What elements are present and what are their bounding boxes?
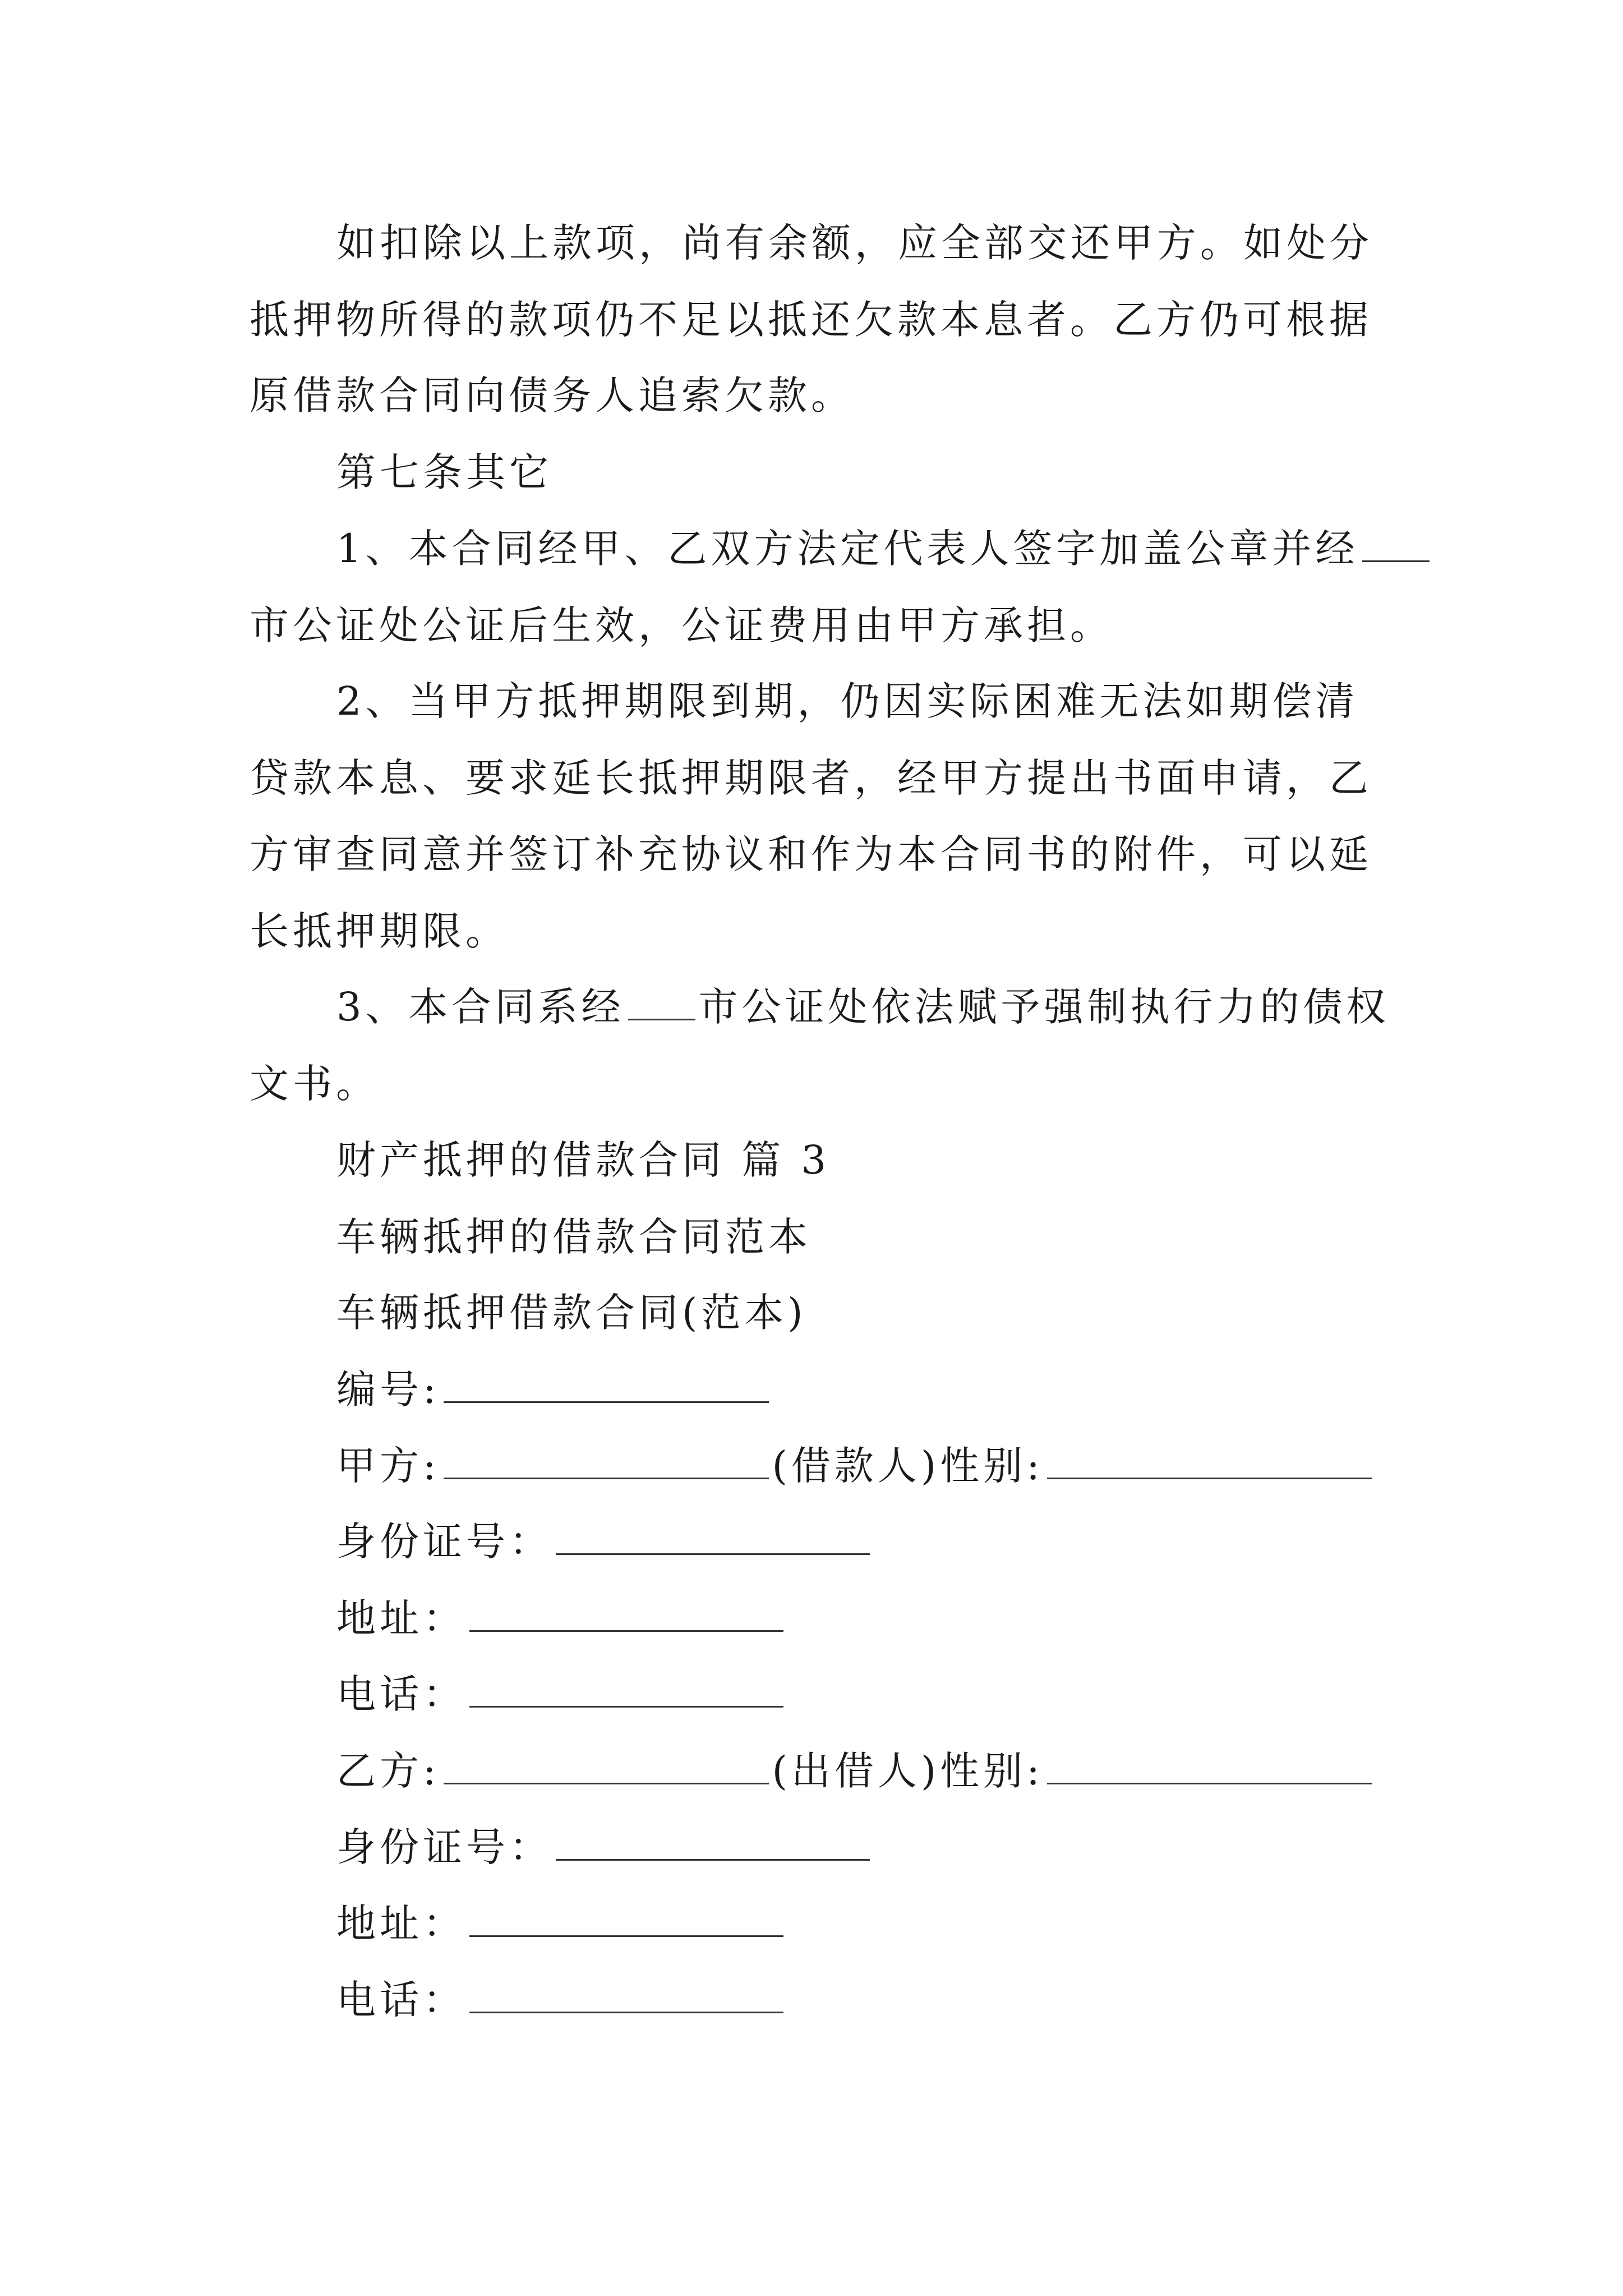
text: 车辆抵押的借款合同范本: [336, 1214, 811, 1260]
text: 如扣除以上款项，尚有余额，应全部交还甲方。如处分: [336, 220, 1373, 266]
text: 2、当甲方抵押期限到期，仍因实际困难无法如期偿清: [336, 678, 1359, 724]
form-row-phone-a: [336, 1666, 1385, 1722]
label: 电话：: [336, 1977, 466, 2023]
paragraph-line: [336, 215, 1385, 271]
text: 原借款合同向债务人追索欠款。: [250, 372, 854, 418]
label: 身份证号：: [336, 1824, 552, 1870]
phone-blank-b: [469, 1977, 783, 2013]
fill-blank: [628, 984, 695, 1020]
form-row-party-a: [336, 1438, 1385, 1494]
address-blank-b: [469, 1901, 783, 1937]
text: 长抵押期限。: [250, 908, 509, 954]
form-row-phone-b: [336, 1972, 1385, 2028]
article-heading: [336, 444, 1385, 500]
text: 3、本合同系经: [336, 984, 625, 1030]
label: (借款人)性别:: [772, 1443, 1044, 1489]
text: 1、本合同经甲、乙双方法定代表人签字加盖公章并经: [336, 526, 1359, 572]
text: 抵押物所得的款项仍不足以抵还欠款本息者。乙方仍可根据: [250, 297, 1372, 343]
sub-title: [336, 1285, 1385, 1341]
address-blank-a: [469, 1595, 783, 1632]
form-row-address-a: [336, 1590, 1385, 1646]
paragraph-line: [250, 597, 1385, 654]
label: 编号:: [336, 1366, 440, 1412]
id-blank-b: [556, 1824, 870, 1861]
paragraph-line: [250, 750, 1385, 806]
form-row-id-a: [336, 1513, 1385, 1570]
label: (出借人)性别:: [772, 1748, 1044, 1794]
text: 市公证处依法赋予强制执行力的债权: [698, 984, 1390, 1030]
text: 文书。: [250, 1061, 379, 1107]
paragraph-line: [250, 367, 1385, 424]
label: 身份证号：: [336, 1519, 552, 1565]
paragraph-line: [250, 826, 1385, 882]
form-row-number: [336, 1361, 1385, 1418]
fill-blank: [1362, 526, 1430, 562]
form-row-id-b: [336, 1819, 1385, 1875]
text: 方审查同意并签订补充协议和作为本合同书的附件，可以延: [250, 831, 1372, 877]
paragraph-line: [336, 521, 1385, 577]
form-row-party-b: [336, 1743, 1385, 1799]
id-blank-a: [556, 1519, 870, 1555]
paragraph-line: [336, 979, 1390, 1035]
sub-title: [336, 1209, 1385, 1265]
paragraph-line: [250, 1056, 1385, 1112]
party-b-name-blank: [444, 1748, 769, 1784]
label: 地址：: [336, 1901, 466, 1947]
number-blank: [444, 1366, 769, 1403]
party-a-gender-blank: [1047, 1443, 1372, 1479]
label: 甲方:: [336, 1443, 440, 1489]
text: 车辆抵押借款合同(范本): [336, 1290, 807, 1336]
label: 乙方:: [336, 1748, 440, 1794]
paragraph-line: [250, 292, 1385, 348]
text: 贷款本息、要求延长抵押期限者，经甲方提出书面申请，乙: [250, 755, 1372, 801]
label: 电话：: [336, 1671, 466, 1717]
paragraph-line: [336, 673, 1385, 729]
form-row-address-b: [336, 1895, 1385, 1952]
label: 地址：: [336, 1595, 466, 1641]
party-a-name-blank: [444, 1443, 769, 1479]
section-title: [336, 1132, 1385, 1188]
text: 市公证处公证后生效，公证费用由甲方承担。: [250, 602, 1113, 648]
text: 财产抵押的借款合同 篇 3: [336, 1137, 831, 1183]
paragraph-line: [250, 903, 1385, 959]
party-b-gender-blank: [1047, 1748, 1372, 1784]
text: 第七条其它: [336, 449, 552, 495]
phone-blank-a: [469, 1671, 783, 1708]
